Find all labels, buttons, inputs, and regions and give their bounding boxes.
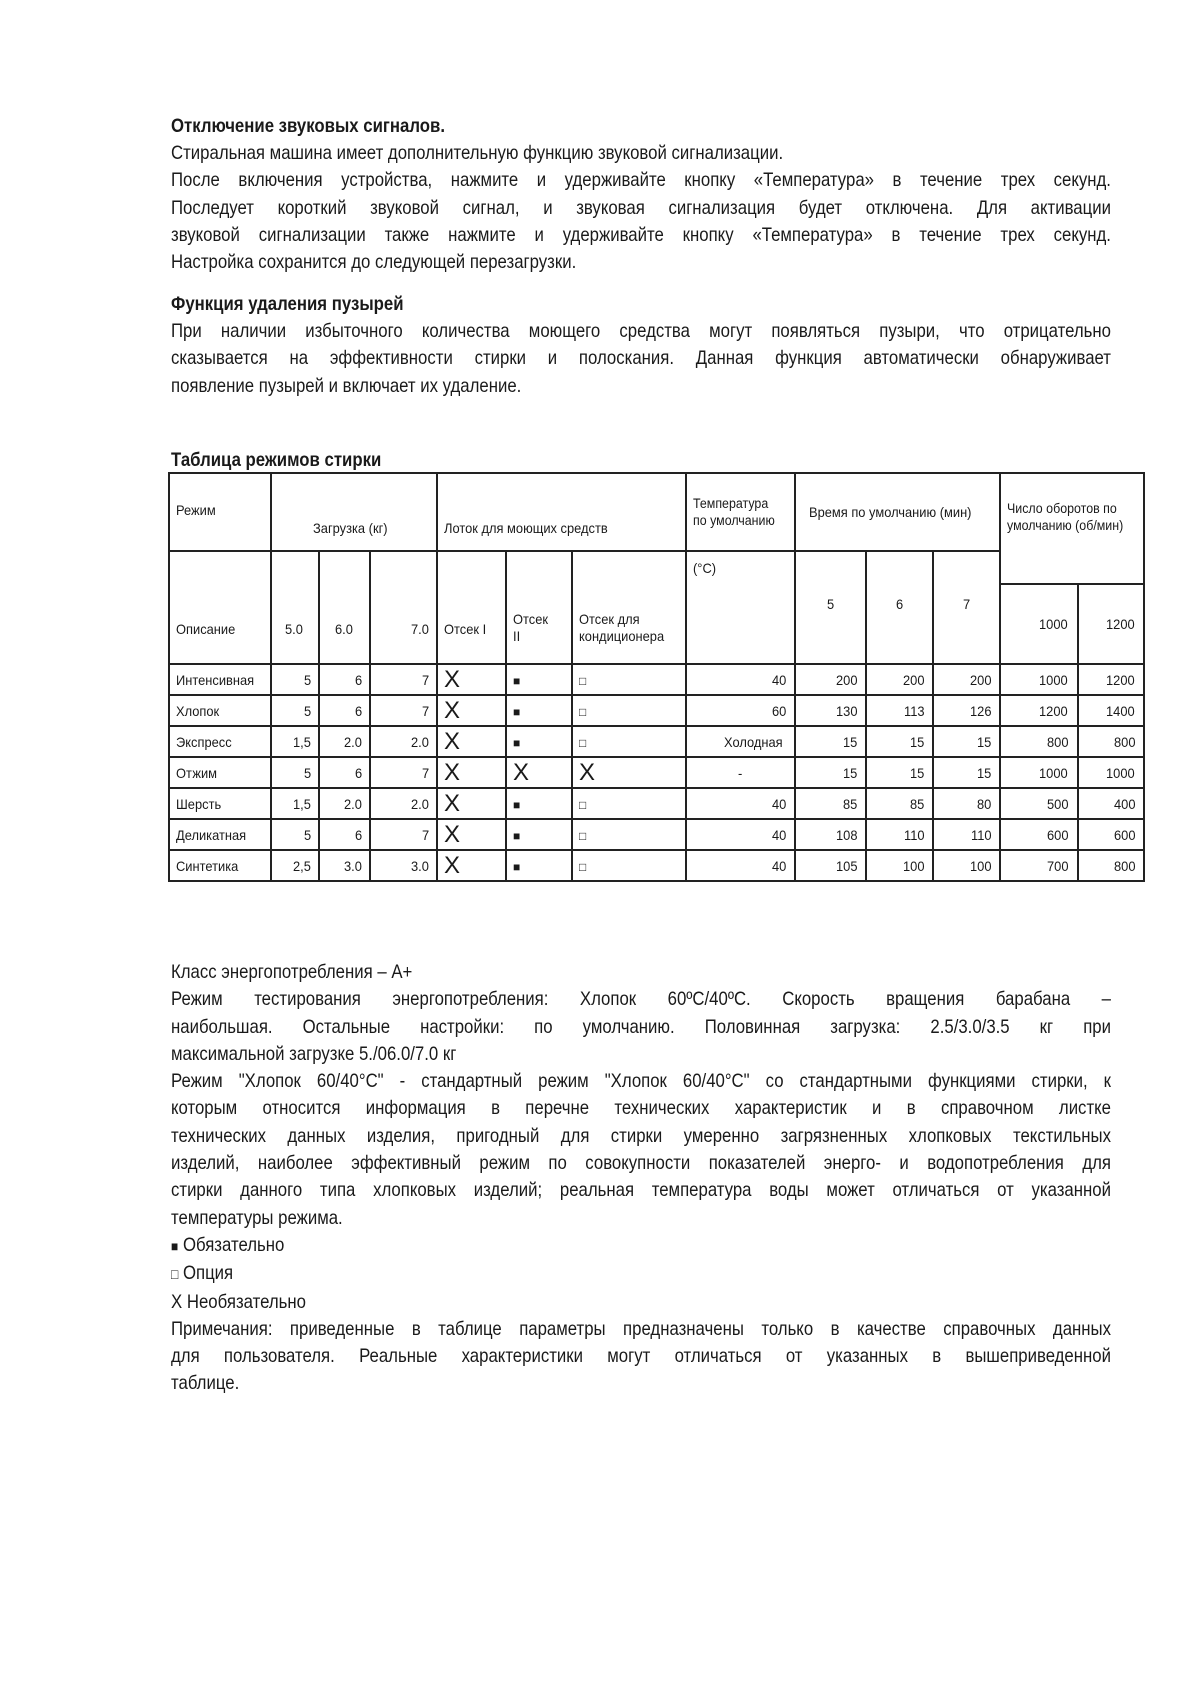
table-row — [169, 695, 1144, 726]
temp-value: - — [686, 757, 795, 788]
table-title: Таблица режимов стирки — [171, 449, 382, 471]
load-7: 2.0 — [370, 726, 437, 757]
legend-item-optional: X Необязательно — [171, 1290, 306, 1313]
time-7: 100 — [933, 850, 1000, 881]
header-load-7: 7.0 — [370, 551, 437, 664]
header-load-5: 5.0 — [271, 551, 319, 664]
header-spin-1000: 1000 — [1000, 584, 1078, 664]
time-6: 15 — [866, 726, 933, 757]
legend-item-required: ■ Обязательно — [171, 1233, 285, 1256]
temp-value: Холодная — [686, 726, 795, 757]
time-6: 85 — [866, 788, 933, 819]
spin-1200: 400 — [1078, 788, 1144, 819]
tray-1-mark: X — [437, 664, 506, 695]
time-5: 108 — [795, 819, 866, 850]
paragraph-line: максимальной загрузке 5./06.0/7.0 кг — [171, 1042, 457, 1065]
paragraph-line: Последует короткий звуковой сигнал, и звуковая сигнализация будет отключена. Для активации — [171, 196, 1111, 219]
header-tray: Лоток для моющих средств — [437, 473, 686, 551]
tray-2-mark: ■ — [506, 695, 572, 726]
spin-1000: 800 — [1000, 726, 1078, 757]
spin-1000: 600 — [1000, 819, 1078, 850]
spin-1200: 800 — [1078, 850, 1144, 881]
time-7: 126 — [933, 695, 1000, 726]
tray-softener-mark: □ — [572, 726, 686, 757]
temp-value: 40 — [686, 850, 795, 881]
time-7: 200 — [933, 664, 1000, 695]
time-6: 110 — [866, 819, 933, 850]
section-title: Функция удаления пузырей — [171, 293, 404, 315]
load-7: 3.0 — [370, 850, 437, 881]
time-7: 15 — [933, 726, 1000, 757]
time-6: 200 — [866, 664, 933, 695]
paragraph-line: температуры режима. — [171, 1206, 343, 1229]
header-time-6: 6 — [866, 551, 933, 664]
paragraph-line: технических данных изделия, пригодный для стирки умеренно загрязненных хлопковых текстильных — [171, 1124, 1111, 1147]
mode-name: Отжим — [169, 757, 271, 788]
header-tray-2: Отсек II — [506, 551, 572, 664]
time-5: 15 — [795, 726, 866, 757]
tray-1-mark: X — [437, 819, 506, 850]
spin-1200: 1400 — [1078, 695, 1144, 726]
load-7: 7 — [370, 695, 437, 726]
paragraph-line: сказывается на эффективности стирки и полоскания. Данная функция автоматически обнаруживает — [171, 347, 1111, 370]
filled-square-icon: ■ — [171, 1237, 179, 1254]
x-mark-icon: X — [171, 1290, 183, 1313]
time-5: 105 — [795, 850, 866, 881]
load-6: 2.0 — [319, 726, 370, 757]
time-5: 130 — [795, 695, 866, 726]
tray-softener-mark: □ — [572, 850, 686, 881]
mode-name: Синтетика — [169, 850, 271, 881]
table-row — [169, 664, 1144, 695]
paragraph-line: После включения устройства, нажмите и удерживайте кнопку «Температура» в течение трех секунд. — [171, 169, 1111, 192]
header-mode: Режим — [169, 473, 271, 551]
load-5: 5 — [271, 695, 319, 726]
tray-2-mark: ■ — [506, 788, 572, 819]
header-row-1 — [169, 473, 1144, 551]
paragraph-line: изделий, наиболее эффективный режим по совокупности показателей энерго- и водопотребления для — [171, 1152, 1111, 1175]
tray-1-mark: X — [437, 788, 506, 819]
header-row-2 — [169, 551, 1144, 584]
spin-1000: 700 — [1000, 850, 1078, 881]
paragraph-line: таблице. — [171, 1372, 240, 1395]
section-title: Отключение звуковых сигналов. — [171, 115, 445, 137]
time-6: 15 — [866, 757, 933, 788]
tray-2-mark: ■ — [506, 850, 572, 881]
table-row — [169, 819, 1144, 850]
spin-1000: 1200 — [1000, 695, 1078, 726]
load-5: 5 — [271, 664, 319, 695]
header-temp-unit: (°C) — [686, 551, 795, 664]
paragraph-line: для пользователя. Реальные характеристики могут отличаться от указанных в вышеприведенной — [171, 1345, 1111, 1368]
paragraph-line: наибольшая. Остальные настройки: по умолчанию. Половинная загрузка: 2.5/3.0/3.5 кг при — [171, 1015, 1111, 1038]
mode-name: Экспресс — [169, 726, 271, 757]
temp-value: 40 — [686, 664, 795, 695]
tray-softener-mark: □ — [572, 819, 686, 850]
load-6: 2.0 — [319, 788, 370, 819]
spin-1200: 1000 — [1078, 757, 1144, 788]
tray-softener-mark: X — [572, 757, 686, 788]
tray-2-mark: ■ — [506, 819, 572, 850]
time-5: 85 — [795, 788, 866, 819]
table-row — [169, 726, 1144, 757]
spin-1200: 1200 — [1078, 664, 1144, 695]
paragraph-line: стирки данного типа хлопковых изделий; реальная температура воды может отличаться от указанной — [171, 1179, 1111, 1202]
header-load: Загрузка (кг) — [271, 473, 437, 551]
spin-1000: 500 — [1000, 788, 1078, 819]
time-5: 200 — [795, 664, 866, 695]
load-5: 2,5 — [271, 850, 319, 881]
load-5: 5 — [271, 819, 319, 850]
header-time-7: 7 — [933, 551, 1000, 664]
spin-1000: 1000 — [1000, 664, 1078, 695]
table-title-block — [171, 447, 1111, 474]
tray-2-mark: ■ — [506, 726, 572, 757]
tray-softener-mark: □ — [572, 664, 686, 695]
wash-modes-table — [168, 472, 1145, 882]
load-5: 1,5 — [271, 788, 319, 819]
header-description: Описание — [169, 551, 271, 664]
table-row — [169, 788, 1144, 819]
mode-name: Деликатная — [169, 819, 271, 850]
tray-softener-mark: □ — [572, 695, 686, 726]
tray-1-mark: X — [437, 757, 506, 788]
header-spin-1200: 1200 — [1078, 584, 1144, 664]
time-7: 80 — [933, 788, 1000, 819]
time-7: 110 — [933, 819, 1000, 850]
tray-2-mark: ■ — [506, 664, 572, 695]
load-6: 3.0 — [319, 850, 370, 881]
time-6: 100 — [866, 850, 933, 881]
load-7: 7 — [370, 757, 437, 788]
paragraph-line: появление пузырей и включает их удаление. — [171, 374, 522, 397]
spin-1200: 600 — [1078, 819, 1144, 850]
temp-value: 40 — [686, 788, 795, 819]
mode-name: Шерсть — [169, 788, 271, 819]
paragraph-line: Режим тестирования энергопотребления: Хлопок 60ºC/40ºC. Скорость вращения барабана – — [171, 988, 1111, 1011]
paragraph-line: При наличии избыточного количества моющего средства могут появляться пузыри, что отрицательно — [171, 320, 1111, 342]
table-row — [169, 850, 1144, 881]
legend-item-option: □ Опция — [171, 1262, 234, 1285]
load-6: 6 — [319, 695, 370, 726]
time-7: 15 — [933, 757, 1000, 788]
tray-1-mark: X — [437, 695, 506, 726]
load-6: 6 — [319, 819, 370, 850]
empty-square-icon: □ — [171, 1266, 179, 1283]
header-tray-1: Отсек I — [437, 551, 506, 664]
paragraph-line: Настройка сохранится до следующей перезагрузки. — [171, 251, 577, 274]
paragraph-line: Примечания: приведенные в таблице параметры предназначены только в качестве справочных данных — [171, 1317, 1111, 1340]
load-7: 7 — [370, 664, 437, 695]
load-7: 2.0 — [370, 788, 437, 819]
mode-name: Хлопок — [169, 695, 271, 726]
paragraph-line: звуковой сигнализации также нажмите и удерживайте кнопку «Температура» в течение трех секунд. — [171, 223, 1111, 246]
header-tray-softener: Отсек для кондиционера — [572, 551, 686, 664]
header-time: Время по умолчанию (мин) — [795, 473, 1000, 551]
legend — [171, 1232, 1111, 1316]
header-load-6: 6.0 — [319, 551, 370, 664]
tray-1-mark: X — [437, 850, 506, 881]
load-5: 5 — [271, 757, 319, 788]
section-bubble-removal — [171, 291, 1111, 400]
spin-1000: 1000 — [1000, 757, 1078, 788]
header-spin: Число оборотов по умолчанию (об/мин) — [1000, 473, 1144, 584]
tray-2-mark: X — [506, 757, 572, 788]
time-5: 15 — [795, 757, 866, 788]
time-6: 113 — [866, 695, 933, 726]
load-7: 7 — [370, 819, 437, 850]
paragraph-line: которым относится информация в перечне технических характеристик и в справочном листке — [171, 1097, 1111, 1120]
header-time-5: 5 — [795, 551, 866, 664]
spin-1200: 800 — [1078, 726, 1144, 757]
temp-value: 40 — [686, 819, 795, 850]
temp-value: 60 — [686, 695, 795, 726]
section-sound-signals — [171, 113, 1111, 276]
table-row — [169, 757, 1144, 788]
tray-softener-mark: □ — [572, 788, 686, 819]
paragraph-line: Режим "Хлопок 60/40°C" - стандартный режим "Хлопок 60/40°C" со стандартными функциями стирки, к — [171, 1070, 1111, 1093]
load-5: 1,5 — [271, 726, 319, 757]
tray-1-mark: X — [437, 726, 506, 757]
paragraph-line: Класс энергопотребления – А+ — [171, 961, 413, 983]
section-energy — [171, 959, 1111, 1398]
header-temp: Температура по умолчанию — [686, 473, 795, 551]
paragraph-line: Стиральная машина имеет дополнительную функцию звуковой сигнализации. — [171, 142, 784, 164]
load-6: 6 — [319, 757, 370, 788]
load-6: 6 — [319, 664, 370, 695]
mode-name: Интенсивная — [169, 664, 271, 695]
